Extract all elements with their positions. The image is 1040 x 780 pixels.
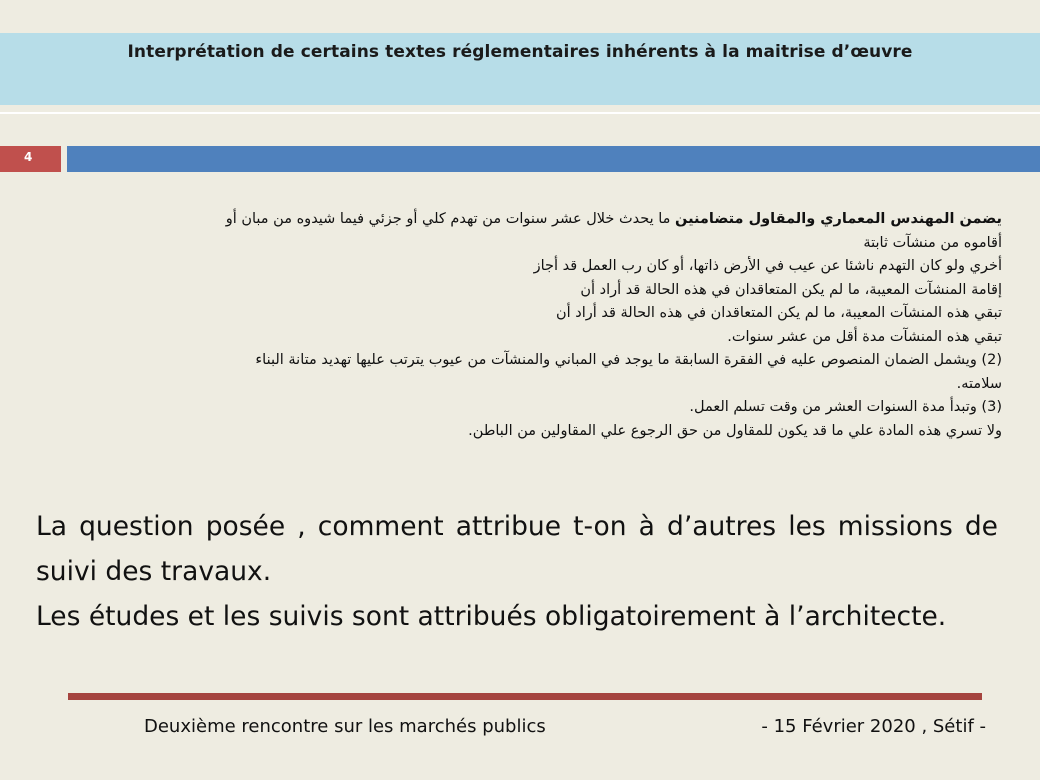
arabic-line-1-bold: يضمن المهندس المعماري والمقاول متضامنين: [675, 211, 1002, 227]
footer-divider: [68, 693, 982, 700]
arabic-line-4: إقامة المنشآت المعيبة، ما لم يكن المتعاقدان في هذه الحالة قد أراد أن: [580, 281, 1002, 298]
french-answer: Les études et les suivis sont attribués obligatoirement à l’architecte.: [36, 601, 947, 632]
arabic-line-2: أقاموه من منشآت ثابتة: [863, 234, 1002, 251]
arabic-line-1-rest: ما يحدث خلال عشر سنوات من تهدم كلي أو جزئي فيما شيدوه من مبان أو: [225, 211, 676, 227]
arabic-line-1: [40, 208, 1002, 232]
arabic-line-9: (3) وتبدأ مدة السنوات العشر من وقت تسلم العمل.: [689, 399, 1002, 415]
arabic-line-10: ولا تسري هذه المادة علي ما قد يكون للمقاول من حق الرجوع علي المقاولين من الباطن.: [468, 422, 1002, 439]
arabic-line-6: تبقي هذه المنشآت مدة أقل من عشر سنوات.: [727, 328, 1002, 345]
header-bar: [67, 146, 1040, 172]
arabic-line-5: تبقي هذه المنشآت المعيبة، ما لم يكن المتعاقدان في هذه الحالة قد أراد أن: [555, 305, 1002, 321]
arabic-line-7: (2) ويشمل الضمان المنصوص عليه في الفقرة السابقة ما يوجد في المباني والمنشآت من عيوب يترتب عليها تهديد متانة البناء: [255, 352, 1002, 368]
arabic-line-8: سلامته.: [956, 375, 1002, 392]
footer-event: Deuxième rencontre sur les marchés publics: [144, 716, 546, 737]
footer-date: - 15 Février 2020 , Sétif -: [761, 716, 986, 737]
arabic-legal-text: [40, 208, 1002, 443]
title-divider: [0, 112, 1040, 114]
slide-number: 4: [24, 150, 33, 164]
french-question: La question posée , comment attribue t-on à d’autres les missions de suivi des travaux.: [36, 511, 998, 587]
arabic-line-3: أخري ولو كان التهدم ناشئا عن عيب في الأرض ذاتها، أو كان رب العمل قد أجاز: [533, 258, 1002, 274]
slide-title: Interprétation de certains textes réglementaires inhérents à la maitrise d’œuvre: [127, 42, 913, 62]
french-text: [36, 504, 998, 639]
